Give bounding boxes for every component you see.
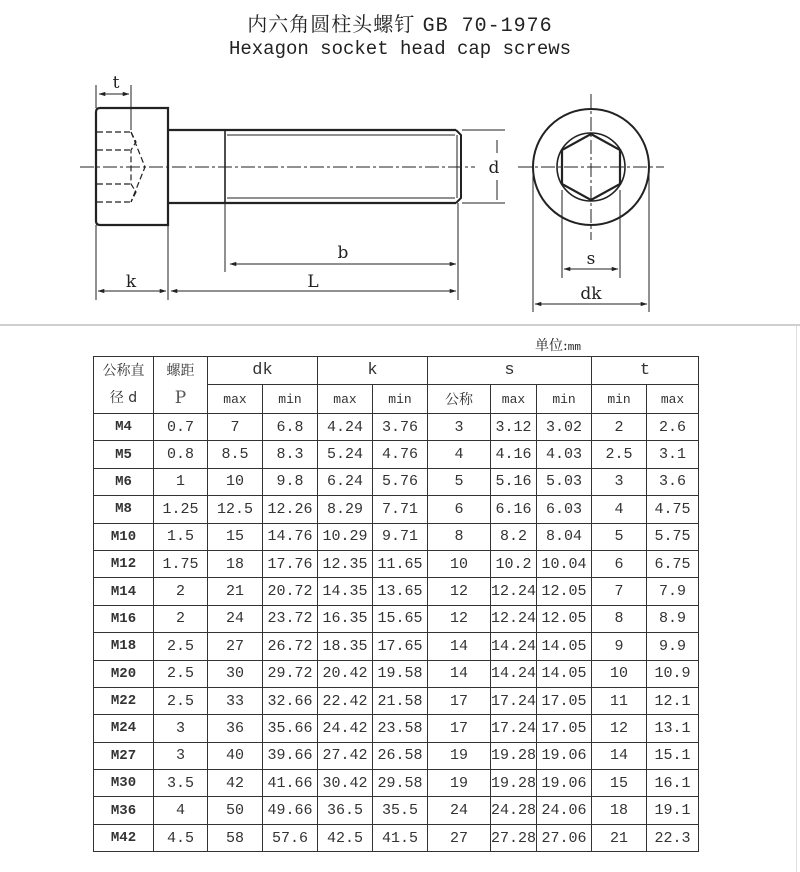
cell-dk-min: 6.8 bbox=[263, 414, 318, 441]
cell-dk-min: 17.76 bbox=[263, 550, 318, 577]
cell-k-min: 26.58 bbox=[373, 742, 428, 769]
header-pitch: 螺距 P bbox=[154, 357, 208, 414]
cell-s-max: 3.12 bbox=[491, 414, 537, 441]
cell-k-min: 9.71 bbox=[373, 523, 428, 550]
cell-k-min: 3.76 bbox=[373, 414, 428, 441]
subheader-dk-min: min bbox=[263, 385, 318, 414]
cell-s-nominal: 12 bbox=[428, 605, 491, 632]
cell-pitch: 3 bbox=[154, 742, 208, 769]
panel-edge bbox=[796, 326, 797, 872]
cell-t-min: 2 bbox=[592, 414, 647, 441]
cell-s-nominal: 19 bbox=[428, 770, 491, 797]
cell-s-min: 14.05 bbox=[537, 660, 592, 687]
cell-k-max: 30.42 bbox=[318, 770, 373, 797]
cell-dk-max: 58 bbox=[208, 824, 263, 851]
cell-t-min: 15 bbox=[592, 770, 647, 797]
cell-s-max: 27.28 bbox=[491, 824, 537, 851]
cell-dk-max: 50 bbox=[208, 797, 263, 824]
cell-s-nominal: 12 bbox=[428, 578, 491, 605]
cell-size: M14 bbox=[94, 578, 154, 605]
cell-dk-max: 33 bbox=[208, 687, 263, 714]
cell-dk-min: 29.72 bbox=[263, 660, 318, 687]
cell-t-max: 16.1 bbox=[647, 770, 699, 797]
cell-dk-min: 23.72 bbox=[263, 605, 318, 632]
section-divider bbox=[0, 324, 800, 326]
cell-pitch: 1.75 bbox=[154, 550, 208, 577]
cell-t-max: 13.1 bbox=[647, 715, 699, 742]
cell-size: M36 bbox=[94, 797, 154, 824]
cell-k-max: 22.42 bbox=[318, 687, 373, 714]
cell-dk-min: 32.66 bbox=[263, 687, 318, 714]
screw-technical-drawing bbox=[0, 0, 800, 330]
cell-s-min: 17.05 bbox=[537, 687, 592, 714]
cell-s-max: 17.24 bbox=[491, 687, 537, 714]
cell-dk-max: 10 bbox=[208, 468, 263, 495]
cell-s-nominal: 17 bbox=[428, 687, 491, 714]
cell-t-max: 4.75 bbox=[647, 496, 699, 523]
subheader-k-max: max bbox=[318, 385, 373, 414]
cell-dk-max: 8.5 bbox=[208, 441, 263, 468]
cell-s-min: 19.06 bbox=[537, 770, 592, 797]
table-row bbox=[94, 441, 699, 468]
cell-dk-min: 49.66 bbox=[263, 797, 318, 824]
cell-k-min: 17.65 bbox=[373, 633, 428, 660]
title-chinese: 内六角圆柱头螺钉 bbox=[247, 12, 416, 36]
header-nominal-diameter: 公称直 径 d bbox=[94, 357, 154, 414]
cell-t-min: 14 bbox=[592, 742, 647, 769]
cell-s-max: 10.2 bbox=[491, 550, 537, 577]
table-row bbox=[94, 468, 699, 495]
cell-t-min: 18 bbox=[592, 797, 647, 824]
cell-k-min: 41.5 bbox=[373, 824, 428, 851]
cell-pitch: 2.5 bbox=[154, 633, 208, 660]
unit-value: mm bbox=[567, 342, 581, 354]
cell-pitch: 4 bbox=[154, 797, 208, 824]
cell-k-max: 6.24 bbox=[318, 468, 373, 495]
cell-dk-max: 15 bbox=[208, 523, 263, 550]
cell-t-max: 3.6 bbox=[647, 468, 699, 495]
cell-t-min: 10 bbox=[592, 660, 647, 687]
title-english: Hexagon socket head cap screws bbox=[228, 38, 572, 60]
cell-pitch: 0.7 bbox=[154, 414, 208, 441]
header-s: s bbox=[428, 357, 592, 385]
cell-k-min: 4.76 bbox=[373, 441, 428, 468]
label-d: d bbox=[488, 158, 500, 178]
cell-k-max: 42.5 bbox=[318, 824, 373, 851]
cell-k-min: 13.65 bbox=[373, 578, 428, 605]
subheader-s-min: min bbox=[537, 385, 592, 414]
header-t: t bbox=[592, 357, 699, 385]
cell-k-min: 29.58 bbox=[373, 770, 428, 797]
cell-t-min: 21 bbox=[592, 824, 647, 851]
cell-t-min: 3 bbox=[592, 468, 647, 495]
cell-dk-max: 7 bbox=[208, 414, 263, 441]
end-view bbox=[518, 94, 664, 312]
cell-size: M12 bbox=[94, 550, 154, 577]
cell-size: M42 bbox=[94, 824, 154, 851]
cell-k-max: 36.5 bbox=[318, 797, 373, 824]
cell-dk-max: 42 bbox=[208, 770, 263, 797]
cell-s-min: 3.02 bbox=[537, 414, 592, 441]
cell-s-nominal: 14 bbox=[428, 660, 491, 687]
cell-t-min: 7 bbox=[592, 578, 647, 605]
cell-s-min: 10.04 bbox=[537, 550, 592, 577]
cell-t-max: 6.75 bbox=[647, 550, 699, 577]
cell-k-min: 11.65 bbox=[373, 550, 428, 577]
cell-t-min: 9 bbox=[592, 633, 647, 660]
cell-size: M4 bbox=[94, 414, 154, 441]
cell-dk-min: 35.66 bbox=[263, 715, 318, 742]
cell-t-min: 5 bbox=[592, 523, 647, 550]
cell-t-max: 19.1 bbox=[647, 797, 699, 824]
label-b: b bbox=[337, 243, 349, 263]
cell-t-max: 5.75 bbox=[647, 523, 699, 550]
cell-s-nominal: 17 bbox=[428, 715, 491, 742]
cell-t-max: 22.3 bbox=[647, 824, 699, 851]
cell-pitch: 3.5 bbox=[154, 770, 208, 797]
cell-t-min: 8 bbox=[592, 605, 647, 632]
cell-size: M30 bbox=[94, 770, 154, 797]
cell-s-max: 5.16 bbox=[491, 468, 537, 495]
cell-k-max: 5.24 bbox=[318, 441, 373, 468]
table-row bbox=[94, 414, 699, 441]
table-body bbox=[94, 414, 699, 852]
cell-s-max: 17.24 bbox=[491, 715, 537, 742]
cell-s-nominal: 5 bbox=[428, 468, 491, 495]
cell-size: M5 bbox=[94, 441, 154, 468]
cell-s-max: 19.28 bbox=[491, 742, 537, 769]
cell-k-max: 10.29 bbox=[318, 523, 373, 550]
label-s: s bbox=[586, 249, 596, 269]
cell-pitch: 2 bbox=[154, 605, 208, 632]
cell-k-max: 24.42 bbox=[318, 715, 373, 742]
cell-dk-min: 41.66 bbox=[263, 770, 318, 797]
cell-dk-min: 12.26 bbox=[263, 496, 318, 523]
cell-s-max: 14.24 bbox=[491, 660, 537, 687]
cell-k-min: 35.5 bbox=[373, 797, 428, 824]
cell-s-min: 4.03 bbox=[537, 441, 592, 468]
cell-dk-min: 14.76 bbox=[263, 523, 318, 550]
subheader-k-min: min bbox=[373, 385, 428, 414]
cell-t-max: 8.9 bbox=[647, 605, 699, 632]
cell-k-min: 21.58 bbox=[373, 687, 428, 714]
cell-s-nominal: 10 bbox=[428, 550, 491, 577]
cell-t-min: 11 bbox=[592, 687, 647, 714]
cell-dk-max: 12.5 bbox=[208, 496, 263, 523]
cell-t-min: 6 bbox=[592, 550, 647, 577]
label-L: L bbox=[307, 272, 319, 292]
cell-pitch: 0.8 bbox=[154, 441, 208, 468]
cell-size: M10 bbox=[94, 523, 154, 550]
cell-s-max: 24.28 bbox=[491, 797, 537, 824]
cell-k-min: 15.65 bbox=[373, 605, 428, 632]
cell-dk-min: 9.8 bbox=[263, 468, 318, 495]
subheader-dk-max: max bbox=[208, 385, 263, 414]
label-dk: dk bbox=[580, 284, 602, 304]
cell-s-min: 12.05 bbox=[537, 578, 592, 605]
cell-t-max: 3.1 bbox=[647, 441, 699, 468]
cell-dk-max: 27 bbox=[208, 633, 263, 660]
cell-s-nominal: 19 bbox=[428, 742, 491, 769]
cell-dk-max: 30 bbox=[208, 660, 263, 687]
table-row bbox=[94, 523, 699, 550]
cell-s-max: 8.2 bbox=[491, 523, 537, 550]
cell-size: M24 bbox=[94, 715, 154, 742]
table-row bbox=[94, 550, 699, 577]
cell-t-max: 9.9 bbox=[647, 633, 699, 660]
label-t: t bbox=[112, 73, 120, 93]
cell-k-max: 27.42 bbox=[318, 742, 373, 769]
cell-s-max: 6.16 bbox=[491, 496, 537, 523]
cell-dk-max: 40 bbox=[208, 742, 263, 769]
cell-k-max: 12.35 bbox=[318, 550, 373, 577]
table-row bbox=[94, 715, 699, 742]
table-row bbox=[94, 578, 699, 605]
cell-size: M6 bbox=[94, 468, 154, 495]
cell-s-min: 17.05 bbox=[537, 715, 592, 742]
standard-number: GB 70-1976 bbox=[422, 15, 553, 38]
cell-s-min: 14.05 bbox=[537, 633, 592, 660]
table-row bbox=[94, 633, 699, 660]
table-row bbox=[94, 770, 699, 797]
cell-pitch: 2.5 bbox=[154, 660, 208, 687]
cell-dk-min: 8.3 bbox=[263, 441, 318, 468]
cell-size: M8 bbox=[94, 496, 154, 523]
unit-label: 单位:mm bbox=[535, 338, 581, 354]
cell-k-min: 7.71 bbox=[373, 496, 428, 523]
cell-s-nominal: 14 bbox=[428, 633, 491, 660]
label-k: k bbox=[125, 272, 137, 292]
cell-t-max: 7.9 bbox=[647, 578, 699, 605]
cell-s-max: 4.16 bbox=[491, 441, 537, 468]
cell-k-max: 8.29 bbox=[318, 496, 373, 523]
table-row bbox=[94, 797, 699, 824]
cell-k-max: 16.35 bbox=[318, 605, 373, 632]
cell-dk-max: 24 bbox=[208, 605, 263, 632]
cell-s-min: 8.04 bbox=[537, 523, 592, 550]
cell-pitch: 4.5 bbox=[154, 824, 208, 851]
cell-k-min: 23.58 bbox=[373, 715, 428, 742]
cell-pitch: 1 bbox=[154, 468, 208, 495]
subheader-t-max: max bbox=[647, 385, 699, 414]
subheader-s-nominal: 公称 bbox=[428, 385, 491, 414]
table-row bbox=[94, 687, 699, 714]
cell-k-max: 20.42 bbox=[318, 660, 373, 687]
cell-t-max: 12.1 bbox=[647, 687, 699, 714]
cell-s-max: 19.28 bbox=[491, 770, 537, 797]
cell-size: M18 bbox=[94, 633, 154, 660]
cell-t-max: 10.9 bbox=[647, 660, 699, 687]
cell-t-max: 15.1 bbox=[647, 742, 699, 769]
table-row bbox=[94, 742, 699, 769]
table-row bbox=[94, 824, 699, 851]
cell-s-min: 27.06 bbox=[537, 824, 592, 851]
table-row bbox=[94, 496, 699, 523]
cell-s-max: 12.24 bbox=[491, 578, 537, 605]
side-view bbox=[80, 85, 505, 300]
cell-pitch: 1.25 bbox=[154, 496, 208, 523]
cell-dk-min: 57.6 bbox=[263, 824, 318, 851]
cell-k-max: 4.24 bbox=[318, 414, 373, 441]
dimension-table bbox=[93, 356, 699, 852]
cell-s-min: 19.06 bbox=[537, 742, 592, 769]
cell-s-nominal: 24 bbox=[428, 797, 491, 824]
cell-t-min: 4 bbox=[592, 496, 647, 523]
cell-k-max: 18.35 bbox=[318, 633, 373, 660]
cell-k-max: 14.35 bbox=[318, 578, 373, 605]
cell-s-min: 6.03 bbox=[537, 496, 592, 523]
cell-size: M22 bbox=[94, 687, 154, 714]
cell-dk-max: 18 bbox=[208, 550, 263, 577]
cell-dk-min: 39.66 bbox=[263, 742, 318, 769]
cell-k-min: 5.76 bbox=[373, 468, 428, 495]
cell-pitch: 3 bbox=[154, 715, 208, 742]
cell-dk-min: 26.72 bbox=[263, 633, 318, 660]
cell-dk-min: 20.72 bbox=[263, 578, 318, 605]
cell-pitch: 2 bbox=[154, 578, 208, 605]
cell-s-min: 24.06 bbox=[537, 797, 592, 824]
cell-s-nominal: 4 bbox=[428, 441, 491, 468]
cell-t-max: 2.6 bbox=[647, 414, 699, 441]
header-k: k bbox=[318, 357, 428, 385]
subheader-t-min: min bbox=[592, 385, 647, 414]
table-row bbox=[94, 605, 699, 632]
header-dk: dk bbox=[208, 357, 318, 385]
cell-s-min: 5.03 bbox=[537, 468, 592, 495]
cell-dk-max: 36 bbox=[208, 715, 263, 742]
cell-s-min: 12.05 bbox=[537, 605, 592, 632]
cell-pitch: 2.5 bbox=[154, 687, 208, 714]
cell-pitch: 1.5 bbox=[154, 523, 208, 550]
cell-s-nominal: 8 bbox=[428, 523, 491, 550]
cell-size: M27 bbox=[94, 742, 154, 769]
cell-t-min: 2.5 bbox=[592, 441, 647, 468]
cell-s-nominal: 3 bbox=[428, 414, 491, 441]
cell-dk-max: 21 bbox=[208, 578, 263, 605]
cell-size: M20 bbox=[94, 660, 154, 687]
cell-s-max: 12.24 bbox=[491, 605, 537, 632]
cell-size: M16 bbox=[94, 605, 154, 632]
cell-s-max: 14.24 bbox=[491, 633, 537, 660]
subheader-s-max: max bbox=[491, 385, 537, 414]
cell-s-nominal: 6 bbox=[428, 496, 491, 523]
cell-k-min: 19.58 bbox=[373, 660, 428, 687]
table-row bbox=[94, 660, 699, 687]
cell-t-min: 12 bbox=[592, 715, 647, 742]
cell-s-nominal: 27 bbox=[428, 824, 491, 851]
